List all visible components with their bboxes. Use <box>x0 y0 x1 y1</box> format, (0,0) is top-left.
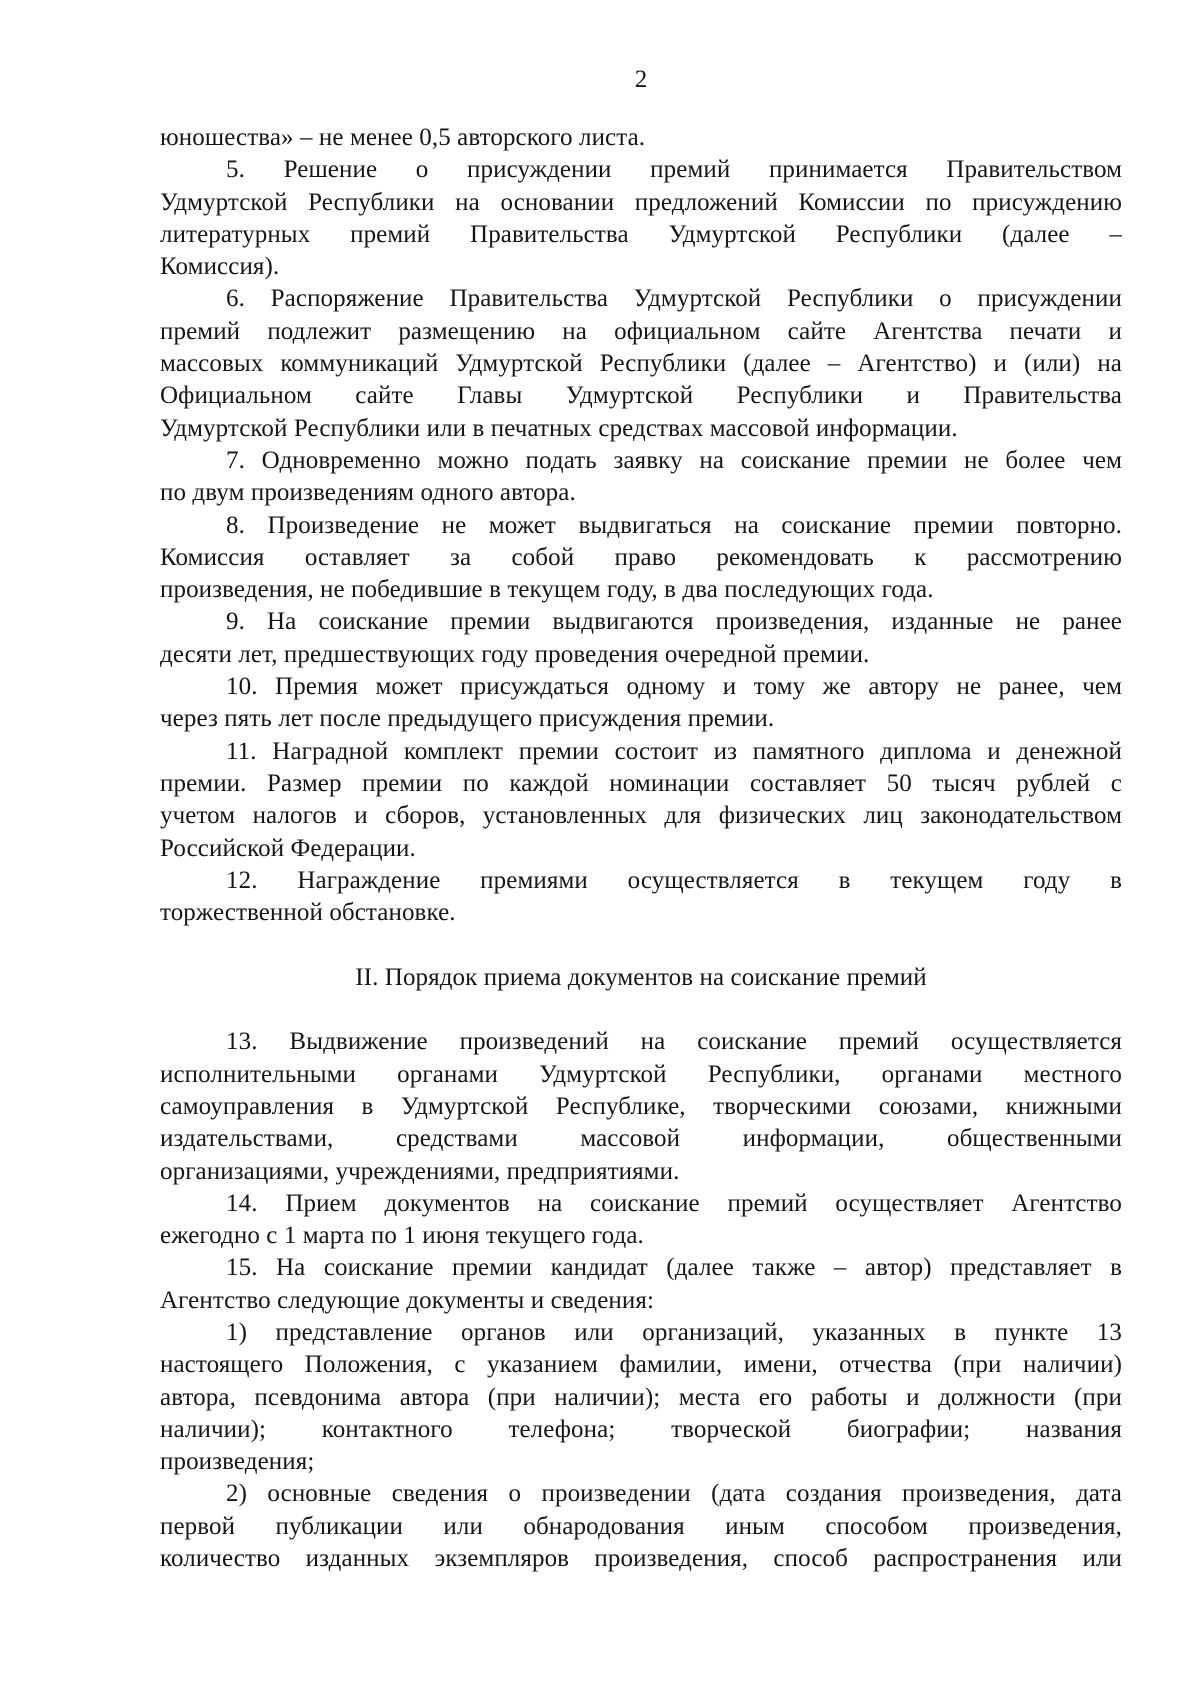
subitem-1-line-5: произведения; <box>160 1448 315 1476</box>
item-6 <box>160 283 1122 444</box>
item-6-line-1: 6. Распоряжение Правительства Удмуртской Республики о присуждении <box>226 285 1122 313</box>
item-12-line-1: 12. Награждение премиями осуществляется в текущем году в <box>226 866 1122 894</box>
subitem-2-line-1: 2) основные сведения о произведении (дата создания произведения, дата <box>226 1480 1122 1508</box>
item-5-line-1: 5. Решение о присуждении премий принимается Правительством <box>226 156 1122 184</box>
item-15 <box>160 1252 1122 1317</box>
subitem-1 <box>160 1317 1122 1478</box>
item-7 <box>160 445 1122 510</box>
item-9-line-1: 9. На соискание премии выдвигаются произведения, изданные не ранее <box>226 608 1122 636</box>
item-6-line-4: Официальном сайте Главы Удмуртской Республики и Правительства <box>160 382 1122 410</box>
item-10-line-1: 10. Премия может присуждаться одному и тому же автору не ранее, чем <box>226 673 1122 701</box>
item-8-line-3: произведения, не победившие в текущем году, в два последующих года. <box>160 576 934 604</box>
item-14-line-2: ежегодно с 1 марта по 1 июня текущего года. <box>160 1222 644 1250</box>
item-15-line-2: Агентство следующие документы и сведения: <box>160 1286 655 1314</box>
item-14 <box>160 1188 1122 1253</box>
item-9-line-2: десяти лет, предшествующих году проведения очередной премии. <box>160 640 870 668</box>
item-8-line-2: Комиссия оставляет за собой право рекомендовать к рассмотрению <box>160 543 1122 571</box>
item-15-line-1: 15. На соискание премии кандидат (далее также – автор) представляет в <box>226 1254 1122 1282</box>
item-13-line-1: 13. Выдвижение произведений на соискание премий осуществляется <box>226 1028 1122 1056</box>
item-13-line-4: издательствами, средствами массовой информации, общественными <box>160 1125 1122 1153</box>
item-10 <box>160 671 1122 736</box>
item-11-line-2: премии. Размер премии по каждой номинации составляет 50 тысяч рублей с <box>160 769 1122 797</box>
item-7-line-1: 7. Одновременно можно подать заявку на соискание премии не более чем <box>226 446 1122 474</box>
item-8 <box>160 510 1122 607</box>
item-11-line-1: 11. Наградной комплект премии состоит из памятного диплома и денежной <box>226 737 1122 765</box>
subitem-2 <box>160 1478 1122 1575</box>
item-13 <box>160 1026 1122 1187</box>
document-body <box>160 122 1122 1575</box>
item-9 <box>160 606 1122 671</box>
item-13-line-2: исполнительными органами Удмуртской Республики, органами местного <box>160 1060 1122 1088</box>
item-7-line-2: по двум произведениям одного автора. <box>160 479 576 507</box>
item-5-line-2: Удмуртской Республики на основании предложений Комиссии по присуждению <box>160 188 1122 216</box>
subitem-1-line-3: автора, псевдонима автора (при наличии); места его работы и должности (при <box>160 1383 1122 1411</box>
item-5-line-3: литературных премий Правительства Удмуртской Республики (далее – <box>160 220 1122 248</box>
subitem-2-line-3: количество изданных экземпляров произведения, способ распространения или <box>160 1545 1122 1573</box>
item-14-line-1: 14. Прием документов на соискание премий осуществляет Агентство <box>226 1189 1122 1217</box>
item-6-line-5: Удмуртской Республики или в печатных средствах массовой информации. <box>160 414 958 442</box>
item-5 <box>160 154 1122 283</box>
subitem-1-line-4: наличии); контактного телефона; творческой биографии; названия <box>160 1415 1122 1443</box>
page-number: 2 <box>634 66 648 93</box>
subitem-2-line-2: первой публикации или обнародования иным способом произведения, <box>160 1512 1122 1540</box>
item-6-line-3: массовых коммуникаций Удмуртской Республики (далее – Агентство) и (или) на <box>160 350 1122 378</box>
item-5-line-4: Комиссия). <box>160 253 280 281</box>
item-13-line-5: организациями, учреждениями, предприятиями. <box>160 1157 680 1185</box>
item-12 <box>160 865 1122 930</box>
item-11 <box>160 736 1122 865</box>
subitem-1-line-2: настоящего Положения, с указанием фамилии, имени, отчества (при наличии) <box>160 1351 1122 1379</box>
subitem-1-line-1: 1) представление органов или организаций, указанных в пункте 13 <box>226 1318 1122 1346</box>
item-13-line-3: самоуправления в Удмуртской Республике, творческими союзами, книжными <box>160 1092 1122 1120</box>
item-6-line-2: премий подлежит размещению на официальном сайте Агентства печати и <box>160 317 1122 345</box>
item-12-line-2: торжественной обстановке. <box>160 899 456 927</box>
section-heading-ii-line-1: II. Порядок приема документов на соискание премий <box>355 963 927 991</box>
item-8-line-1: 8. Произведение не может выдвигаться на соискание премии повторно. <box>226 511 1122 539</box>
item-11-line-3: учетом налогов и сборов, установленных для физических лиц законодательством <box>160 802 1122 830</box>
section-heading-ii <box>160 962 1122 994</box>
item-10-line-2: через пять лет после предыдущего присуждения премии. <box>160 705 775 733</box>
continuation-from-previous-page <box>160 122 1122 154</box>
item-11-line-4: Российской Федерации. <box>160 834 416 862</box>
continuation-from-previous-page-line-1: юношества» – не менее 0,5 авторского листа. <box>160 124 646 151</box>
